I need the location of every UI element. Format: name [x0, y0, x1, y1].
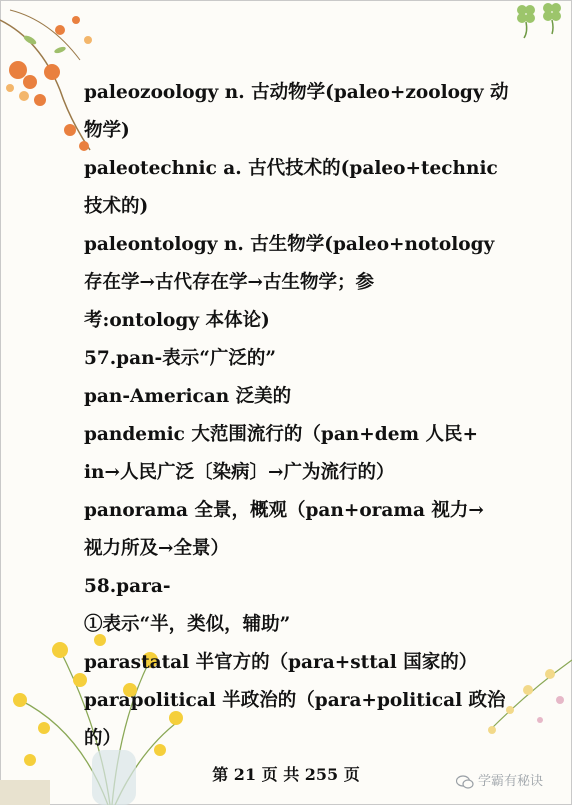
four-leaf-clover-decoration-icon	[508, 0, 572, 40]
section-heading: 58.para-	[84, 576, 171, 597]
watermark	[456, 770, 543, 789]
page-footer: 第 21 页 共 255 页	[212, 765, 360, 784]
text-line: 视力所及→全景）	[84, 538, 230, 559]
text-line: parastatal 半官方的（para+sttal 国家的）	[84, 652, 478, 673]
text-line: panorama 全景，概观（pan+orama 视力→	[84, 500, 484, 521]
text-line: 技术的)	[84, 196, 149, 217]
text-line: pan-American 泛美的	[84, 386, 292, 407]
text-line: pandemic 大范围流行的（pan+dem 人民+	[84, 424, 478, 445]
section-heading: 57.pan-表示“广泛的”	[84, 348, 277, 369]
watermark-text: 学霸有秘诀	[478, 774, 544, 789]
text-line: 存在学→古代存在学→古生物学；参	[84, 272, 375, 293]
text-line: parapolitical 半政治的（para+political 政治	[84, 690, 506, 711]
text-line: paleontology n. 古生物学(paleo+notology	[84, 234, 495, 255]
text-line: ①表示“半，类似，辅助”	[84, 614, 291, 635]
text-line: 物学)	[84, 120, 130, 141]
text-line: paleozoology n. 古动物学(paleo+zoology 动	[84, 82, 509, 103]
wechat-icon	[456, 775, 474, 789]
text-line: 的）	[84, 728, 122, 749]
document-body	[84, 74, 509, 758]
text-line: paleotechnic a. 古代技术的(paleo+technic	[84, 158, 498, 179]
text-line: 考:ontology 本体论)	[84, 310, 270, 331]
text-line: in→人民广泛〔染病〕→广为流行的）	[84, 462, 395, 483]
